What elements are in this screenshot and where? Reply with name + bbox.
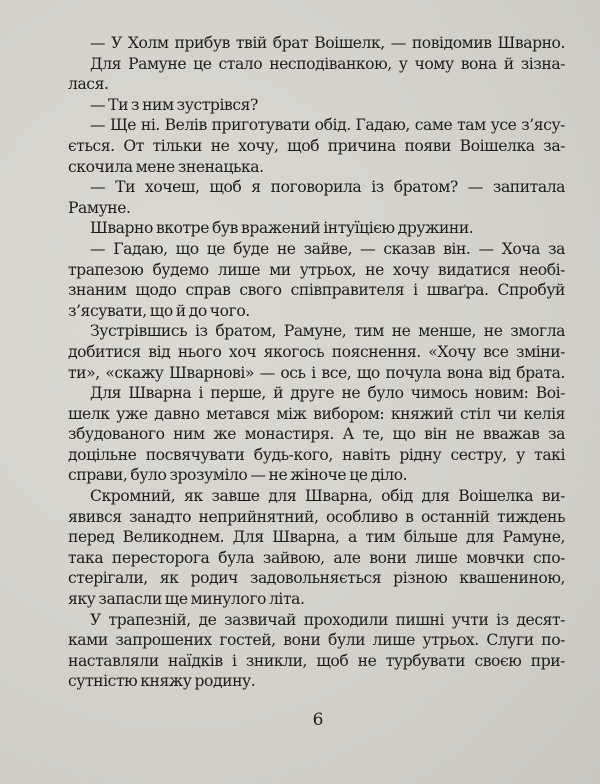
text-line: У трапезній, де зазвичай проходили пишні учти із десят- (90, 610, 565, 629)
text-line: Зустрівшись із братом, Рамуне, тим не менше, не змогла (90, 322, 565, 341)
text-line: ється. От тільки не хочу, щоб причина появи Воішелка за- (68, 136, 565, 155)
book-page-text (68, 33, 565, 692)
text-line: — Ти хочеш, щоб я поговорила із братом? — запитала (90, 178, 565, 197)
text-line: Рамуне. (68, 198, 131, 217)
text-line: ками запрошених гостей, вони були лише утрьох. Слуги по- (68, 631, 565, 650)
text-line: лася. (68, 75, 109, 94)
text-line: Скромний, як завше для Шварна, обід для Воішелка ви- (90, 487, 565, 506)
text-line: шелк уже давно метався між вибором: княжий стіл чи келія (68, 404, 565, 423)
text-line: доцільне посвячувати будь-кого, навіть рідну сестру, у такі (68, 445, 565, 464)
text-line: Для Рамуне це стало несподіванкою, у чому вона й зізна- (90, 54, 565, 73)
text-line: скочила мене зненацька. (68, 157, 264, 176)
text-line: сутністю княжу родину. (68, 672, 256, 691)
text-line: трапезою будемо лише ми утрьох, не хочу видатися необі- (68, 260, 565, 279)
text-line: перед Великоднем. Для Шварна, а тим більше для Рамуне, (68, 528, 565, 547)
text-line: збудованого ним же монастиря. А те, що він не вважав за (68, 425, 565, 444)
text-line: добитися від нього хоч якогось пояснення. «Хочу все зміни- (68, 342, 565, 361)
text-line: яку запасли ще минулого літа. (68, 590, 305, 609)
text-line: наставляли наїдків і зникли, щоб не турбувати своєю при- (68, 651, 565, 670)
text-line: — Ти з ним зустрівся? (90, 95, 258, 114)
text-line: стерігали, як родич задовольняється різною квашениною, (68, 569, 565, 588)
text-line: справи, було зрозуміло — не жіноче це діло. (68, 466, 408, 485)
text-line: Для Шварна і перше, й друге не було чимось новим: Воі- (90, 384, 565, 403)
text-line: така пересторога була зайвою, але вони лише мовчки спо- (68, 548, 565, 567)
page-number: 6 (312, 710, 324, 730)
text-line: явився занадто неприйнятний, особливо в останній тиждень (68, 507, 565, 526)
text-line: з’ясувати, що й до чого. (68, 301, 250, 320)
text-line: — Ще ні. Велів приготувати обід. Гадаю, саме там усе з’ясу- (90, 116, 565, 135)
text-line: ти», «скажу Шварнові» — ось і все, що почула вона від брата. (68, 363, 565, 382)
text-line: — Гадаю, що це буде не зайве, — сказав він. — Хоча за (90, 239, 565, 258)
text-line: — У Холм прибув твій брат Воішелк, — повідомив Шварно. (90, 34, 565, 52)
text-line: Шварно вкотре був вражений інтуїцією дружини. (90, 219, 474, 238)
text-line: знаним щодо справ свого співправителя і шваґра. Спробуй (68, 281, 565, 300)
